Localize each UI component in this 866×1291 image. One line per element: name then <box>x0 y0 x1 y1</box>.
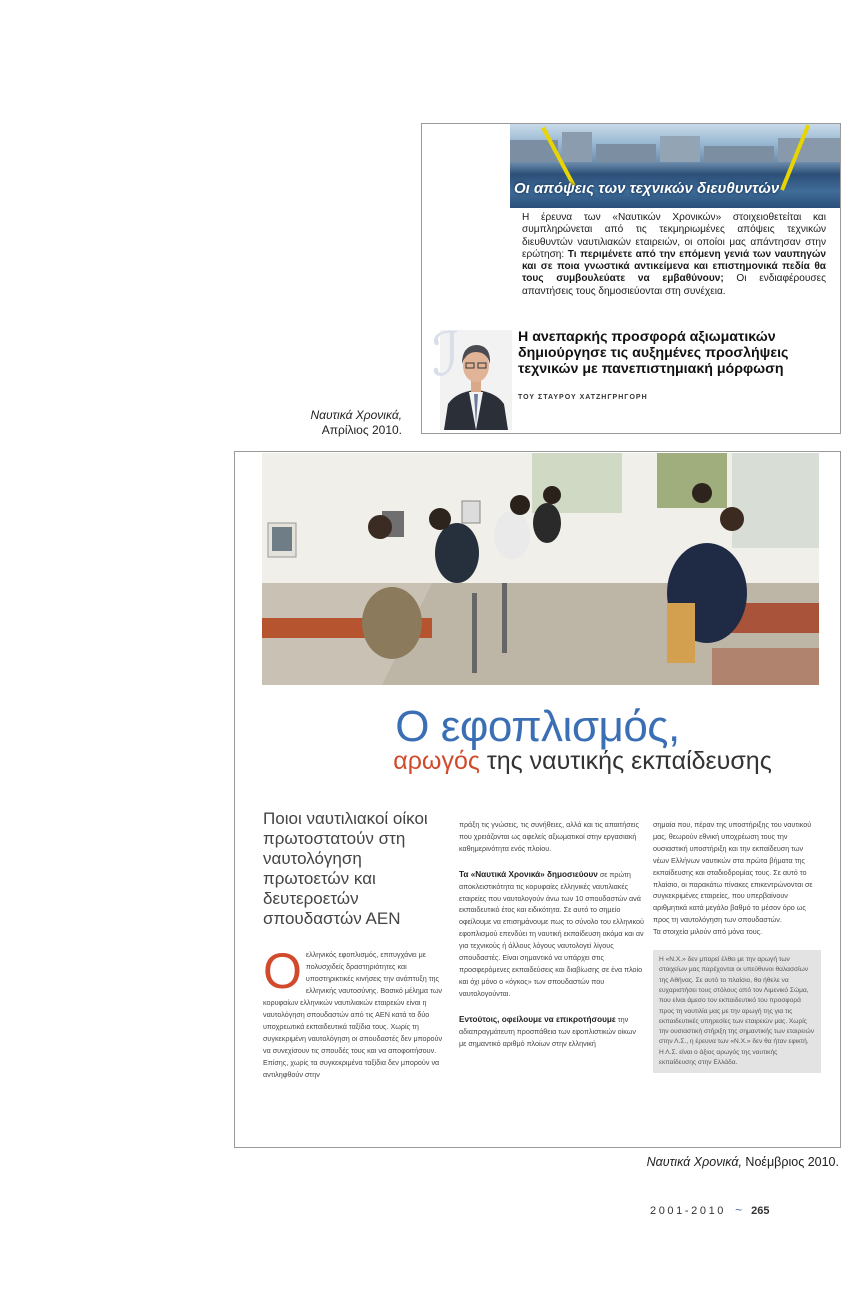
page-footer <box>650 1203 866 1217</box>
article-title-line2 <box>235 747 840 776</box>
caption-november-2010 <box>560 1155 839 1169</box>
column-2-text-2: σε πρώτη αποκλειστικότητα τις κορυφαίες ελληνικές ναυτιλιακές εταιρείες που ναυτολογούν άνω των 10 σπουδαστών ανά εκπαιδευτικό έτος και ειδικότητα. Σε αυτό το σημείο οφείλουμε να επισημάνουμε πως το σύνολο του ελληνικού εφοπλισμού επενδύει τη ναυτική εκπαίδευση ακόμα και αν για τεχνικούς ή άλλους λόγους ναυτολογεί λίγους σπουδαστές. Είναι σημαντικό να υπάρχει στις προσφερόμενες εκπαιδεύσεις και διαβίωσης σε ένα πλοίο και όχι μόνο ο «όγκος» των σπουδαστών που ναυτολογούνται. <box>459 869 644 998</box>
caption1-date: Απρίλιος 2010. <box>321 423 402 437</box>
article-title: Ο εφοπλισμός, <box>395 702 680 751</box>
column-2-lead-1: Τα «Ναυτικά Χρονικά» δημοσιεύουν <box>459 869 598 879</box>
clipping-april-2010 <box>421 123 841 434</box>
title-rest: της ναυτικής εκπαίδευσης <box>479 747 772 775</box>
caption2-date: Νοέμβριος 2010. <box>741 1155 839 1169</box>
article-column-2 <box>459 819 644 1049</box>
column-3-text-1: σημαία που, πέραν της υποστήριξης του ναυτικού μας, θεωρούν εθνική υποχρέωση τους την ουσιαστική υποστήριξη και την εκπαίδευση των νέων Ελλήνων ναυτικών στα πρώτα βήματα της εκπαίδευσης και σταδιοδρομίας τους. Σε αυτό το πλαίσιο, οι παρακάτω πίνακες επικεντρώνονται σε συγκεκριμένες εταιρείες, που υπερβαίνουν αριθμητικά κατά μεγάλο βαθμό το μέσον όρο ως προς τη ναυτολόγηση των σπουδαστών. <box>653 820 813 925</box>
author-portrait <box>432 320 512 430</box>
intro-question: Τι περιμένετε από την επόμενη γενιά των ναυπηγών και σε ποια γνωστικά αντικείμενα και επιστημονικά πεδία θα τους συμβουλεύατε να εμβαθύνουν; <box>522 248 826 285</box>
clip1-heading: Οι απόψεις των τεχνικών διευθυντών <box>514 180 780 197</box>
classroom-photo <box>262 453 819 685</box>
column-2-text-3: την αδιαπραγμάτευτη προσπάθεια των εφοπλιστικών οίκων με σημαντικό αριθμό πλοίων στην ελληνική <box>459 1014 636 1048</box>
column-2-lead-2: Εντούτοις, οφείλουμε να επικροτήσουμε <box>459 1014 616 1024</box>
column-2-text-1: πράξη τις γνώσεις, τις συνήθειες, αλλά και τις απαιτήσεις που χρειάζονται ως αφελείς αξιωματικοί στην εργασιακή καθημερινότητα ενός πλοίου. <box>459 820 639 853</box>
footer-wave-icon: ~ <box>735 1203 743 1217</box>
port-cranes-photo <box>510 124 840 208</box>
drop-cap: Ο <box>263 943 302 999</box>
caption2-publication: Ναυτικά Χρονικά, <box>646 1155 742 1169</box>
page-number: 265 <box>751 1205 770 1217</box>
column-3-text-2: Τα στοιχεία μιλούν από μόνα τους. <box>653 927 763 937</box>
column-1-body <box>263 943 443 1081</box>
clip1-subtitle: Η ανεπαρκής προσφορά αξιωματικών δημιούργησε τις αυξημένες προσλήψεις τεχνικών με πανεπιστημιακή μόρφωση <box>518 329 789 377</box>
clip1-byline: ΤΟΥ ΣΤΑΥΡΟΥ ΧΑΤΖΗΓΡΗΓΟΡΗ <box>518 394 648 401</box>
footer-years: 2001-2010 <box>650 1205 727 1217</box>
article-column-3 <box>653 819 821 1073</box>
caption1-publication: Ναυτικά Χρονικά, <box>310 408 402 422</box>
caption-april-2010 <box>240 408 402 438</box>
article-column-1 <box>263 809 443 1081</box>
clipping-november-2010 <box>234 451 841 1148</box>
clip1-intro-text <box>522 212 826 298</box>
intro-plain-2: Οι ενδιαφέρουσες απαντήσεις τους δημοσιεύονται στη συνέχεια. <box>522 273 826 297</box>
title-accent-word: αρωγός <box>393 747 480 775</box>
decorative-swirl-icon: ℐ <box>432 320 461 390</box>
column-1-text: ελληνικός εφοπλισμός, επιτυγχάνει με πολυσχιδείς δραστηριότητες και υποστηρικτικές κινήσεις την ανάπτυξη της ελληνικής ναυτοσύνης. Βασικό μέλημα των κορυφαίων ελληνικών ναυτιλιακών εταιρειών είναι η ναυτολόγηση σπουδαστών από τις ΑΕΝ κατά τα δύο υποχρεωτικά εκπαιδευτικά ταξίδια τους. Χωρίς τη συγκεκριμένη ναυτολόγηση οι σπουδαστές δεν μπορούν να συνεχίσουν τις σπουδές τους και να αποφοιτήσουν. Επίσης, χωρίς τα συγκεκριμένα ταξίδια δεν μπορούν να αντιληφθούν στην <box>263 950 443 1079</box>
sidebar-box: Η «Ν.Χ.» δεν μπορεί έλθει με την αρωγή των στοιχείων μας παρέχονται οι υπεύθυνοι θαλασσίων της Αθήνας. Σε αυτό το πλαίσιο, θα ήθελε να ευχαριστήσει τους στόλους από τον Λιμενικό Σώμα, που είναι άμεσο τον εκπαιδευτικό του προσφορά προς τη ναυτιλία μας με την αρωγή της για τις εκπαιδευτικές υπηρεσίες των εταιρειών μας. Χωρίς την ουσιαστική στήριξη της σημαντικής των εταιρειών στην Λ.Σ., η έρευνα των «Ν.Χ.» δεν θα ήταν εφικτή. Η Λ.Σ. είναι ο άξιος αρωγός της ναυτικής εκπαίδευσης στην Ελλάδα. <box>653 950 821 1073</box>
column-2-paragraph-3 <box>459 1014 644 1050</box>
pull-quote: Ποιοι ναυτιλιακοί οίκοι πρωτοστατούν στη ναυτολόγηση πρωτοετών και δευτεροετών σπουδαστών ΑΕΝ <box>263 809 428 928</box>
intro-plain-1: Η έρευνα των «Ναυτικών Χρονικών» στοιχειοθετείται και συμπληρώνεται από τις τεκμηριωμένες απόψεις τεχνικών διευθυντών ναυτιλιακών εταιρειών, οι οποίοι μας απάντησαν στην ερώτηση: <box>522 212 826 260</box>
column-2-paragraph-2 <box>459 869 644 1000</box>
